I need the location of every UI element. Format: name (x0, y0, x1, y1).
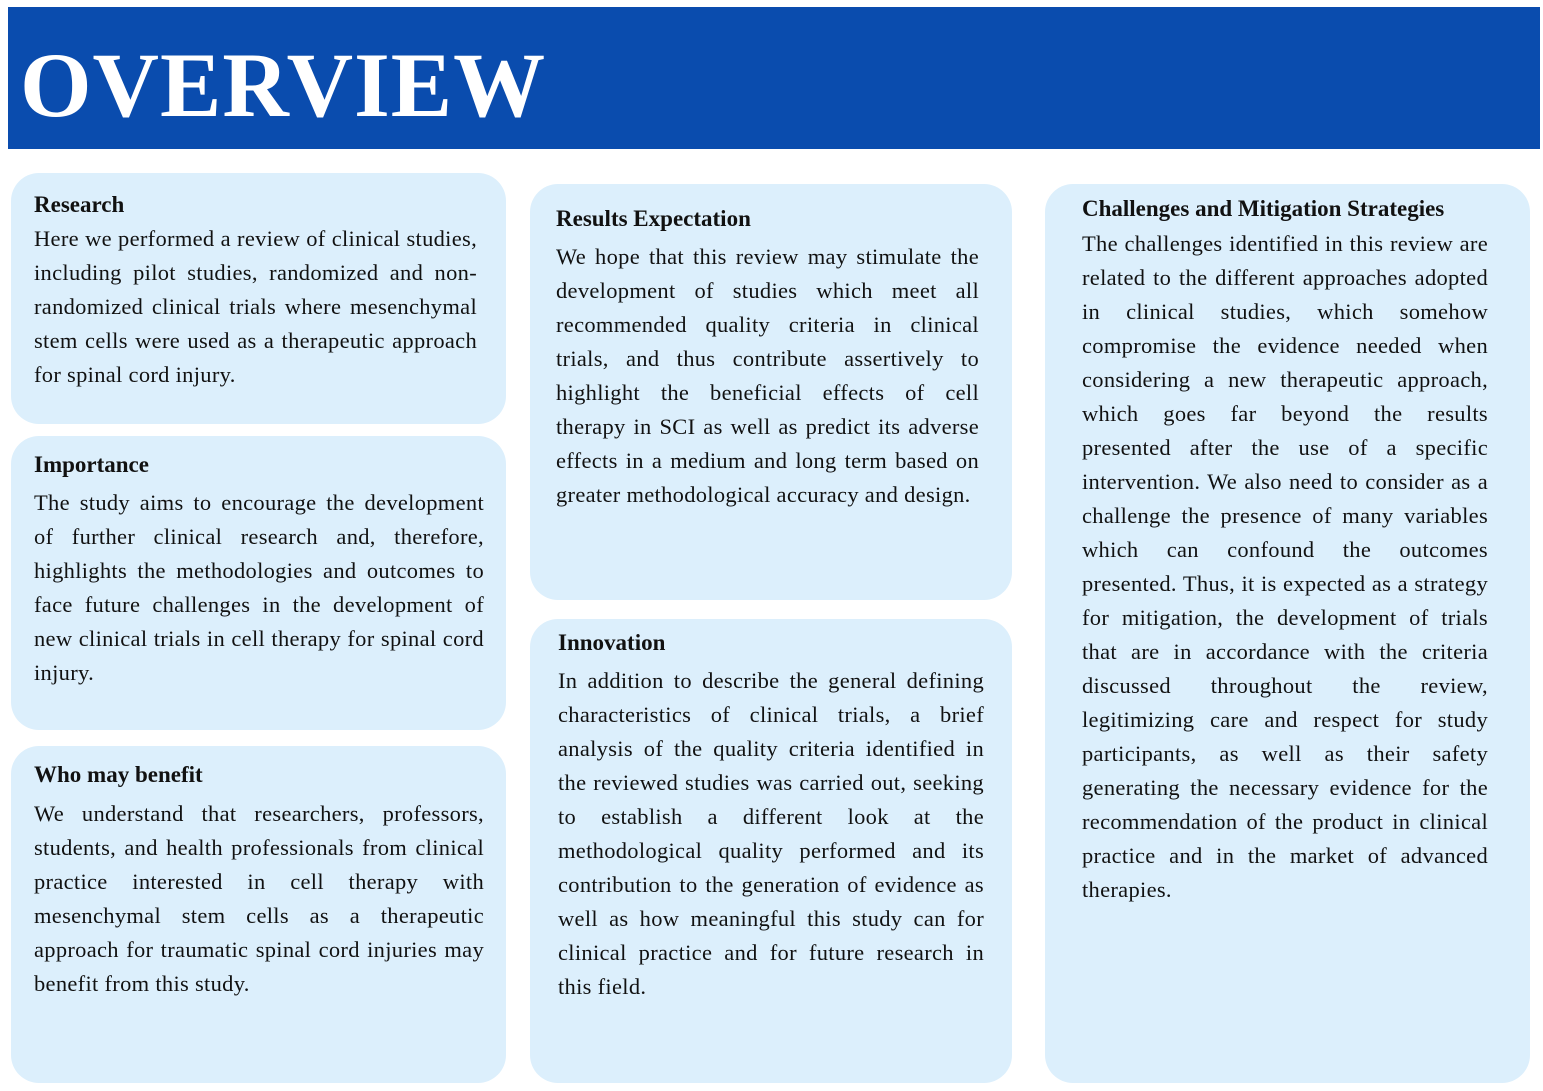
importance-text: The study aims to encourage the development of further clinical research and, therefore, highlights the methodologies and outcomes to face future challenges in the development of new clinical trials in cell therapy for spinal cord injury. (34, 490, 484, 685)
research-text: Here we performed a review of clinical studies, including pilot studies, randomized and non-randomized clinical trials where mesenchymal stem cells were used as a therapeutic approach for spinal cord injury. (34, 226, 477, 387)
research-card (11, 173, 506, 424)
who-may-benefit-heading: Who may benefit (34, 762, 203, 787)
innovation-text: In addition to describe the general defining characteristics of clinical trials, a brief analysis of the quality criteria identified in the reviewed studies was carried out, seeking to establish a different look at the methodological quality performed and its contribution to the generation of evidence as well as how meaningful this study can for clinical practice and for future research in this field. (558, 668, 984, 999)
who-may-benefit-card (11, 746, 506, 1083)
innovation-card (530, 619, 1012, 1083)
innovation-heading: Innovation (558, 630, 666, 655)
challenges-card (1045, 184, 1530, 1083)
overview-banner (8, 7, 1540, 149)
challenges-heading: Challenges and Mitigation Strategies (1082, 196, 1445, 221)
results-expectation-heading: Results Expectation (556, 206, 751, 231)
importance-heading: Importance (34, 452, 149, 477)
importance-card (11, 436, 506, 730)
results-expectation-text: We hope that this review may stimulate the development of studies which meet all recommended quality criteria in clinical trials, and thus contribute assertively to highlight the beneficial effects of cell therapy in SCI as well as predict its adverse effects in a medium and long term based on greater methodological accuracy and design. (556, 244, 979, 507)
page-title: OVERVIEW (20, 34, 547, 136)
challenges-text: The challenges identified in this review are related to the different approaches adopted in clinical studies, which somehow compromise the evidence needed when considering a new therapeutic approach, which goes far beyond the results presented after the use of a specific intervention. We also need to consider as a challenge the presence of many variables which can confound the outcomes presented. Thus, it is expected as a strategy for mitigation, the development of trials that are in accordance with the criteria discussed throughout the review, legitimizing care and respect for study participants, as well as their safety generating the necessary evidence for the recommendation of the product in clinical practice and in the market of advanced therapies. (1082, 231, 1488, 902)
who-may-benefit-text: We understand that researchers, professors, students, and health professionals from clinical practice interested in cell therapy with mesenchymal stem cells as a therapeutic approach for traumatic spinal cord injuries may benefit from this study. (34, 801, 484, 996)
results-expectation-card (530, 184, 1012, 600)
research-heading: Research (34, 192, 125, 217)
